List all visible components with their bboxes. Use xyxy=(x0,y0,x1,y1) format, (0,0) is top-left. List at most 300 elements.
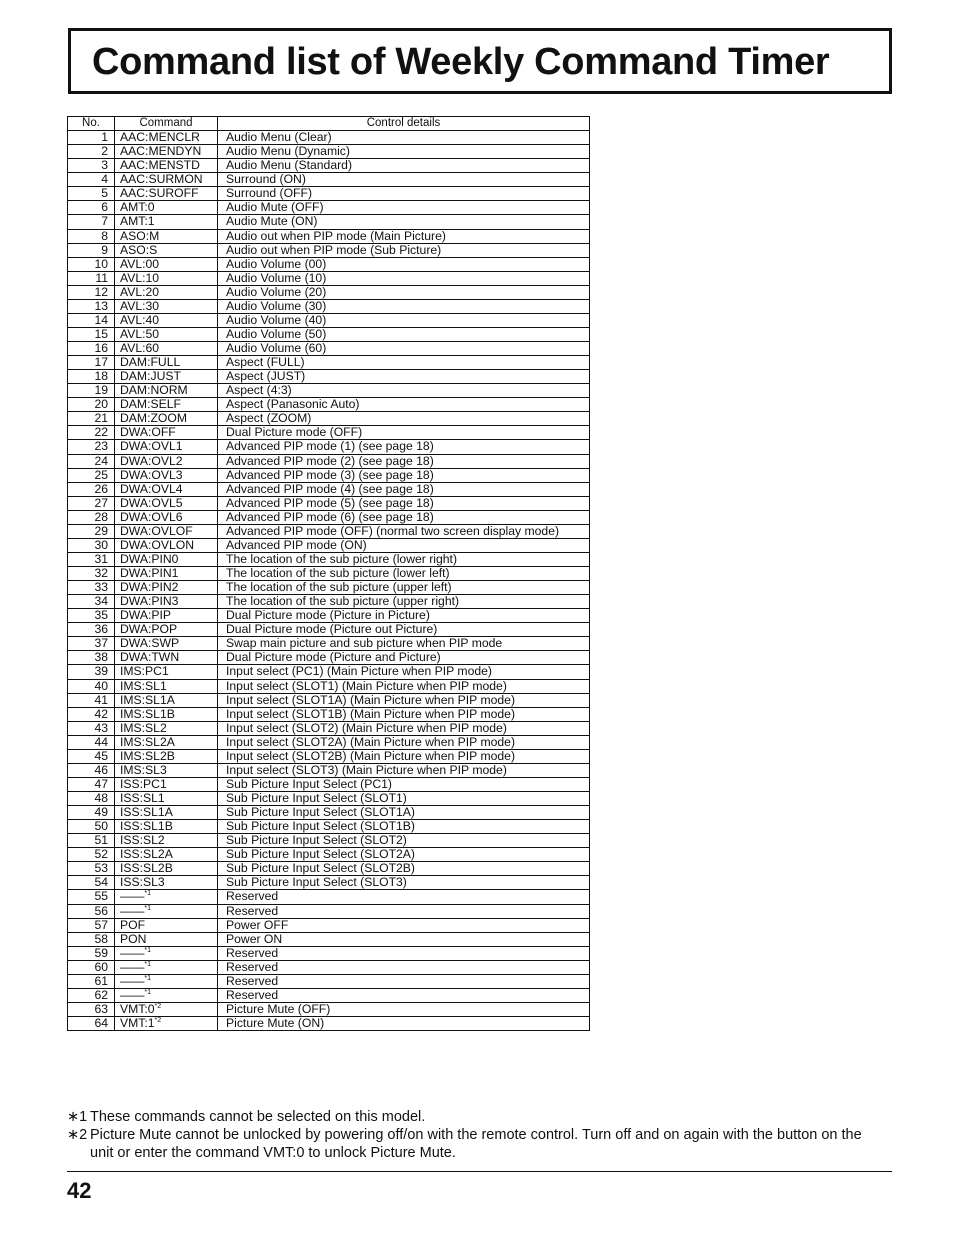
row-control-details: Dual Picture mode (Picture in Picture) xyxy=(218,609,590,623)
command-text: IMS:PC1 xyxy=(120,664,169,679)
command-text: IMS:SL2 xyxy=(120,721,167,735)
row-number: 39 xyxy=(68,665,115,679)
row-control-details: Reserved xyxy=(218,974,590,988)
row-command xyxy=(115,342,218,356)
row-command xyxy=(115,243,218,257)
row-number: 35 xyxy=(68,609,115,623)
row-number: 31 xyxy=(68,552,115,566)
table-row xyxy=(68,440,590,454)
row-control-details: Advanced PIP mode (1) (see page 18) xyxy=(218,440,590,454)
row-control-details: The location of the sub picture (lower left) xyxy=(218,567,590,581)
table-row xyxy=(68,595,590,609)
command-text: VMT:1 xyxy=(120,1016,155,1031)
row-control-details: Input select (PC1) (Main Picture when PIP mode) xyxy=(218,665,590,679)
row-number: 16 xyxy=(68,342,115,356)
row-number: 50 xyxy=(68,820,115,834)
command-text: DWA:OVL3 xyxy=(120,468,183,482)
row-number: 53 xyxy=(68,862,115,876)
row-number: 23 xyxy=(68,440,115,454)
row-command xyxy=(115,665,218,679)
row-number: 24 xyxy=(68,454,115,468)
row-number: 33 xyxy=(68,581,115,595)
row-command xyxy=(115,215,218,229)
table-row xyxy=(68,482,590,496)
row-control-details: Picture Mute (OFF) xyxy=(218,1002,590,1016)
table-row xyxy=(68,651,590,665)
row-control-details: Dual Picture mode (Picture and Picture) xyxy=(218,651,590,665)
table-row xyxy=(68,313,590,327)
command-text: AAC:MENCLR xyxy=(120,130,200,145)
row-number: 28 xyxy=(68,510,115,524)
row-number: 63 xyxy=(68,1002,115,1016)
row-command xyxy=(115,131,218,145)
table-header-row xyxy=(68,117,590,131)
row-control-details: Reserved xyxy=(218,890,590,904)
row-control-details: Advanced PIP mode (OFF) (normal two screen display mode) xyxy=(218,524,590,538)
command-text: IMS:SL3 xyxy=(120,763,167,777)
row-command xyxy=(115,820,218,834)
row-number: 15 xyxy=(68,327,115,341)
row-control-details: The location of the sub picture (upper left) xyxy=(218,581,590,595)
row-control-details: The location of the sub picture (lower right) xyxy=(218,552,590,566)
row-number: 44 xyxy=(68,735,115,749)
row-command xyxy=(115,707,218,721)
row-number: 55 xyxy=(68,890,115,904)
row-control-details: Sub Picture Input Select (SLOT2A) xyxy=(218,848,590,862)
table-row xyxy=(68,327,590,341)
footnote-2 xyxy=(67,1126,887,1162)
row-control-details: Audio Mute (OFF) xyxy=(218,201,590,215)
row-command xyxy=(115,482,218,496)
command-text: DWA:POP xyxy=(120,622,178,637)
row-number: 9 xyxy=(68,243,115,257)
row-command xyxy=(115,524,218,538)
row-number: 41 xyxy=(68,693,115,707)
table-row xyxy=(68,735,590,749)
table-row xyxy=(68,679,590,693)
table-row xyxy=(68,243,590,257)
row-control-details: Reserved xyxy=(218,988,590,1002)
row-command xyxy=(115,721,218,735)
row-command xyxy=(115,904,218,918)
table-row xyxy=(68,426,590,440)
row-number: 49 xyxy=(68,806,115,820)
row-command xyxy=(115,679,218,693)
row-control-details: Sub Picture Input Select (SLOT1B) xyxy=(218,820,590,834)
table-row xyxy=(68,173,590,187)
row-number: 7 xyxy=(68,215,115,229)
table-row xyxy=(68,1002,590,1016)
table-row xyxy=(68,932,590,946)
table-row xyxy=(68,960,590,974)
footnote-mark: ∗1 xyxy=(67,1109,88,1125)
row-control-details: Input select (SLOT1B) (Main Picture when PIP mode) xyxy=(218,707,590,721)
row-command xyxy=(115,370,218,384)
row-command xyxy=(115,609,218,623)
table-row xyxy=(68,848,590,862)
row-command xyxy=(115,960,218,974)
table-row xyxy=(68,974,590,988)
row-control-details: Input select (SLOT2B) (Main Picture when PIP mode) xyxy=(218,749,590,763)
header-no: No. xyxy=(68,117,115,131)
command-text: DWA:PIN0 xyxy=(120,552,179,566)
row-command xyxy=(115,1017,218,1031)
table-row xyxy=(68,904,590,918)
row-control-details: Audio Mute (ON) xyxy=(218,215,590,229)
row-control-details: Audio Volume (40) xyxy=(218,313,590,327)
table-row xyxy=(68,370,590,384)
command-text: IMS:SL2A xyxy=(120,735,175,749)
row-command xyxy=(115,918,218,932)
row-command xyxy=(115,862,218,876)
header-control-details: Control details xyxy=(218,117,590,131)
row-control-details: Audio Menu (Dynamic) xyxy=(218,145,590,159)
row-control-details: Sub Picture Input Select (SLOT2) xyxy=(218,834,590,848)
row-command xyxy=(115,299,218,313)
row-command xyxy=(115,145,218,159)
table-row xyxy=(68,890,590,904)
row-control-details: Input select (SLOT2) (Main Picture when PIP mode) xyxy=(218,721,590,735)
row-control-details: Reserved xyxy=(218,946,590,960)
table-row xyxy=(68,918,590,932)
table-row xyxy=(68,524,590,538)
row-command xyxy=(115,510,218,524)
command-text: IMS:SL1B xyxy=(120,707,175,721)
table-row xyxy=(68,299,590,313)
command-text: DAM:SELF xyxy=(120,397,181,412)
row-command xyxy=(115,398,218,412)
row-control-details: Power ON xyxy=(218,932,590,946)
row-control-details: Sub Picture Input Select (SLOT1A) xyxy=(218,806,590,820)
row-command xyxy=(115,946,218,960)
row-number: 36 xyxy=(68,623,115,637)
row-command xyxy=(115,201,218,215)
row-command xyxy=(115,777,218,791)
table-row xyxy=(68,538,590,552)
command-text: AAC:SURMON xyxy=(120,172,203,187)
row-command xyxy=(115,412,218,426)
row-number: 45 xyxy=(68,749,115,763)
row-control-details: Input select (SLOT3) (Main Picture when PIP mode) xyxy=(218,763,590,777)
footnote-1 xyxy=(67,1108,887,1126)
command-text: DAM:NORM xyxy=(120,383,188,398)
row-control-details: Audio Volume (20) xyxy=(218,285,590,299)
row-control-details: Input select (SLOT1A) (Main Picture when PIP mode) xyxy=(218,693,590,707)
row-command xyxy=(115,974,218,988)
row-number: 58 xyxy=(68,932,115,946)
command-text: DWA:OVL6 xyxy=(120,510,183,524)
command-text: DWA:PIN3 xyxy=(120,594,179,609)
command-text: ISS:SL3 xyxy=(120,875,165,890)
row-number: 54 xyxy=(68,876,115,890)
row-command xyxy=(115,623,218,637)
row-number: 1 xyxy=(68,131,115,145)
command-text: AVL:50 xyxy=(120,327,160,341)
row-control-details: Sub Picture Input Select (SLOT3) xyxy=(218,876,590,890)
row-number: 43 xyxy=(68,721,115,735)
command-text: AMT:1 xyxy=(120,214,155,229)
row-control-details: Audio out when PIP mode (Sub Picture) xyxy=(218,243,590,257)
table-row xyxy=(68,834,590,848)
table-row xyxy=(68,567,590,581)
row-number: 38 xyxy=(68,651,115,665)
table-row xyxy=(68,454,590,468)
row-command xyxy=(115,1002,218,1016)
row-control-details: Advanced PIP mode (5) (see page 18) xyxy=(218,496,590,510)
row-control-details: Advanced PIP mode (2) (see page 18) xyxy=(218,454,590,468)
row-number: 14 xyxy=(68,313,115,327)
row-number: 52 xyxy=(68,848,115,862)
row-number: 51 xyxy=(68,834,115,848)
command-text: ISS:SL2A xyxy=(120,847,173,862)
row-control-details: Reserved xyxy=(218,904,590,918)
command-text: DWA:OVL4 xyxy=(120,482,183,496)
command-text: DWA:OFF xyxy=(120,425,176,440)
row-number: 30 xyxy=(68,538,115,552)
command-text: —— xyxy=(120,974,145,988)
row-control-details: Dual Picture mode (OFF) xyxy=(218,426,590,440)
row-control-details: The location of the sub picture (upper right) xyxy=(218,595,590,609)
table-row xyxy=(68,201,590,215)
row-control-details: Advanced PIP mode (6) (see page 18) xyxy=(218,510,590,524)
row-control-details: Advanced PIP mode (ON) xyxy=(218,538,590,552)
command-text: DWA:PIN1 xyxy=(120,566,179,581)
row-command xyxy=(115,988,218,1002)
row-number: 47 xyxy=(68,777,115,791)
row-command xyxy=(115,496,218,510)
command-text: ISS:PC1 xyxy=(120,777,167,791)
row-number: 29 xyxy=(68,524,115,538)
row-command xyxy=(115,538,218,552)
row-number: 5 xyxy=(68,187,115,201)
table-row xyxy=(68,707,590,721)
table-row xyxy=(68,384,590,398)
row-number: 40 xyxy=(68,679,115,693)
row-number: 34 xyxy=(68,595,115,609)
command-text: AVL:40 xyxy=(120,313,160,327)
row-number: 8 xyxy=(68,229,115,243)
row-command xyxy=(115,356,218,370)
row-number: 12 xyxy=(68,285,115,299)
table-row xyxy=(68,131,590,145)
command-text: DWA:PIN2 xyxy=(120,580,179,595)
row-number: 62 xyxy=(68,988,115,1002)
row-number: 32 xyxy=(68,567,115,581)
command-text: DAM:JUST xyxy=(120,369,181,384)
row-command xyxy=(115,440,218,454)
row-control-details: Reserved xyxy=(218,960,590,974)
command-text: AVL:10 xyxy=(120,271,160,285)
row-command xyxy=(115,454,218,468)
row-control-details: Surround (OFF) xyxy=(218,187,590,201)
row-number: 42 xyxy=(68,707,115,721)
row-number: 21 xyxy=(68,412,115,426)
row-command xyxy=(115,426,218,440)
row-command xyxy=(115,595,218,609)
footnote-ref: *1 xyxy=(144,904,151,912)
table-row xyxy=(68,159,590,173)
command-text: ISS:SL2B xyxy=(120,861,173,876)
row-number: 3 xyxy=(68,159,115,173)
row-command xyxy=(115,257,218,271)
table-row xyxy=(68,356,590,370)
command-text: ISS:SL2 xyxy=(120,833,165,848)
row-command xyxy=(115,637,218,651)
row-number: 56 xyxy=(68,904,115,918)
table-row xyxy=(68,946,590,960)
row-control-details: Audio Volume (60) xyxy=(218,342,590,356)
table-row xyxy=(68,412,590,426)
footnotes xyxy=(67,1108,887,1162)
page-number: 42 xyxy=(67,1178,92,1203)
table-row xyxy=(68,820,590,834)
row-command xyxy=(115,187,218,201)
command-text: IMS:SL2B xyxy=(120,749,175,763)
table-row xyxy=(68,510,590,524)
footnote-ref: *1 xyxy=(144,960,151,968)
row-control-details: Swap main picture and sub picture when PIP mode xyxy=(218,637,590,651)
row-command xyxy=(115,834,218,848)
row-control-details: Surround (ON) xyxy=(218,173,590,187)
command-text: AMT:0 xyxy=(120,200,155,215)
row-number: 17 xyxy=(68,356,115,370)
footnote-ref: *1 xyxy=(144,946,151,954)
command-text: AAC:MENSTD xyxy=(120,158,200,173)
command-text: AVL:30 xyxy=(120,299,160,313)
table-row xyxy=(68,749,590,763)
row-number: 27 xyxy=(68,496,115,510)
footnote-ref: *2 xyxy=(154,1002,162,1010)
row-control-details: Input select (SLOT2A) (Main Picture when PIP mode) xyxy=(218,735,590,749)
row-number: 26 xyxy=(68,482,115,496)
row-number: 25 xyxy=(68,468,115,482)
table-row xyxy=(68,721,590,735)
row-command xyxy=(115,735,218,749)
table-row xyxy=(68,665,590,679)
row-command xyxy=(115,848,218,862)
table-row xyxy=(68,271,590,285)
row-command xyxy=(115,271,218,285)
command-text: POF xyxy=(120,918,146,932)
row-number: 60 xyxy=(68,960,115,974)
table-row xyxy=(68,187,590,201)
row-number: 61 xyxy=(68,974,115,988)
footnote-ref: *2 xyxy=(154,1017,162,1025)
table-row xyxy=(68,257,590,271)
row-command xyxy=(115,763,218,777)
command-text: DAM:FULL xyxy=(120,355,181,370)
row-control-details: Sub Picture Input Select (SLOT2B) xyxy=(218,862,590,876)
row-command xyxy=(115,173,218,187)
table-row xyxy=(68,693,590,707)
row-command xyxy=(115,567,218,581)
command-text: IMS:SL1 xyxy=(120,679,167,693)
command-table xyxy=(67,116,590,1031)
command-text: DWA:OVL1 xyxy=(120,439,183,454)
command-text: DWA:OVL5 xyxy=(120,496,183,510)
command-text: DWA:OVLOF xyxy=(120,524,193,538)
row-control-details: Dual Picture mode (Picture out Picture) xyxy=(218,623,590,637)
command-text: ISS:SL1 xyxy=(120,791,165,806)
row-control-details: Audio Volume (50) xyxy=(218,327,590,341)
row-control-details: Audio Volume (10) xyxy=(218,271,590,285)
page-title: Command list of Weekly Command Timer xyxy=(92,41,830,83)
command-text: ASO:S xyxy=(120,243,158,257)
row-command xyxy=(115,229,218,243)
row-command xyxy=(115,159,218,173)
command-text: —— xyxy=(120,904,145,918)
row-number: 37 xyxy=(68,637,115,651)
command-text: AVL:00 xyxy=(120,257,160,271)
row-control-details: Audio Menu (Clear) xyxy=(218,131,590,145)
command-text: DWA:SWP xyxy=(120,636,180,651)
command-text: AVL:60 xyxy=(120,341,160,356)
row-command xyxy=(115,313,218,327)
row-control-details: Aspect (Panasonic Auto) xyxy=(218,398,590,412)
table-row xyxy=(68,988,590,1002)
table-row xyxy=(68,496,590,510)
row-command xyxy=(115,327,218,341)
command-text: DWA:TWN xyxy=(120,650,180,665)
row-control-details: Audio out when PIP mode (Main Picture) xyxy=(218,229,590,243)
row-control-details: Aspect (JUST) xyxy=(218,370,590,384)
row-command xyxy=(115,552,218,566)
row-command xyxy=(115,693,218,707)
row-control-details: Advanced PIP mode (4) (see page 18) xyxy=(218,482,590,496)
row-command xyxy=(115,932,218,946)
row-number: 18 xyxy=(68,370,115,384)
table-row xyxy=(68,763,590,777)
row-command xyxy=(115,468,218,482)
row-number: 64 xyxy=(68,1017,115,1031)
row-control-details: Sub Picture Input Select (PC1) xyxy=(218,777,590,791)
row-control-details: Aspect (4:3) xyxy=(218,384,590,398)
footnote-ref: *1 xyxy=(144,890,151,898)
row-number: 13 xyxy=(68,299,115,313)
table-row xyxy=(68,342,590,356)
row-command xyxy=(115,651,218,665)
row-number: 19 xyxy=(68,384,115,398)
row-control-details: Audio Menu (Standard) xyxy=(218,159,590,173)
command-text: VMT:0 xyxy=(120,1002,155,1016)
table-row xyxy=(68,637,590,651)
command-text: —— xyxy=(120,889,145,904)
command-text: DWA:PIP xyxy=(120,608,172,623)
command-text: DAM:ZOOM xyxy=(120,411,188,426)
table-row xyxy=(68,777,590,791)
row-number: 4 xyxy=(68,173,115,187)
row-number: 22 xyxy=(68,426,115,440)
command-text: AAC:MENDYN xyxy=(120,144,202,159)
footnote-ref: *1 xyxy=(144,988,151,996)
footnote-ref: *1 xyxy=(144,974,151,982)
table-row xyxy=(68,398,590,412)
command-text: ISS:SL1B xyxy=(120,819,173,834)
row-number: 46 xyxy=(68,763,115,777)
row-command xyxy=(115,384,218,398)
row-command xyxy=(115,749,218,763)
command-text: DWA:OVLON xyxy=(120,538,195,552)
row-control-details: Input select (SLOT1) (Main Picture when PIP mode) xyxy=(218,679,590,693)
row-number: 57 xyxy=(68,918,115,932)
header-command: Command xyxy=(115,117,218,131)
command-text: DWA:OVL2 xyxy=(120,454,183,468)
table-row xyxy=(68,862,590,876)
row-command xyxy=(115,792,218,806)
command-text: IMS:SL1A xyxy=(120,693,175,707)
command-text: PON xyxy=(120,932,147,946)
table-row xyxy=(68,1017,590,1031)
